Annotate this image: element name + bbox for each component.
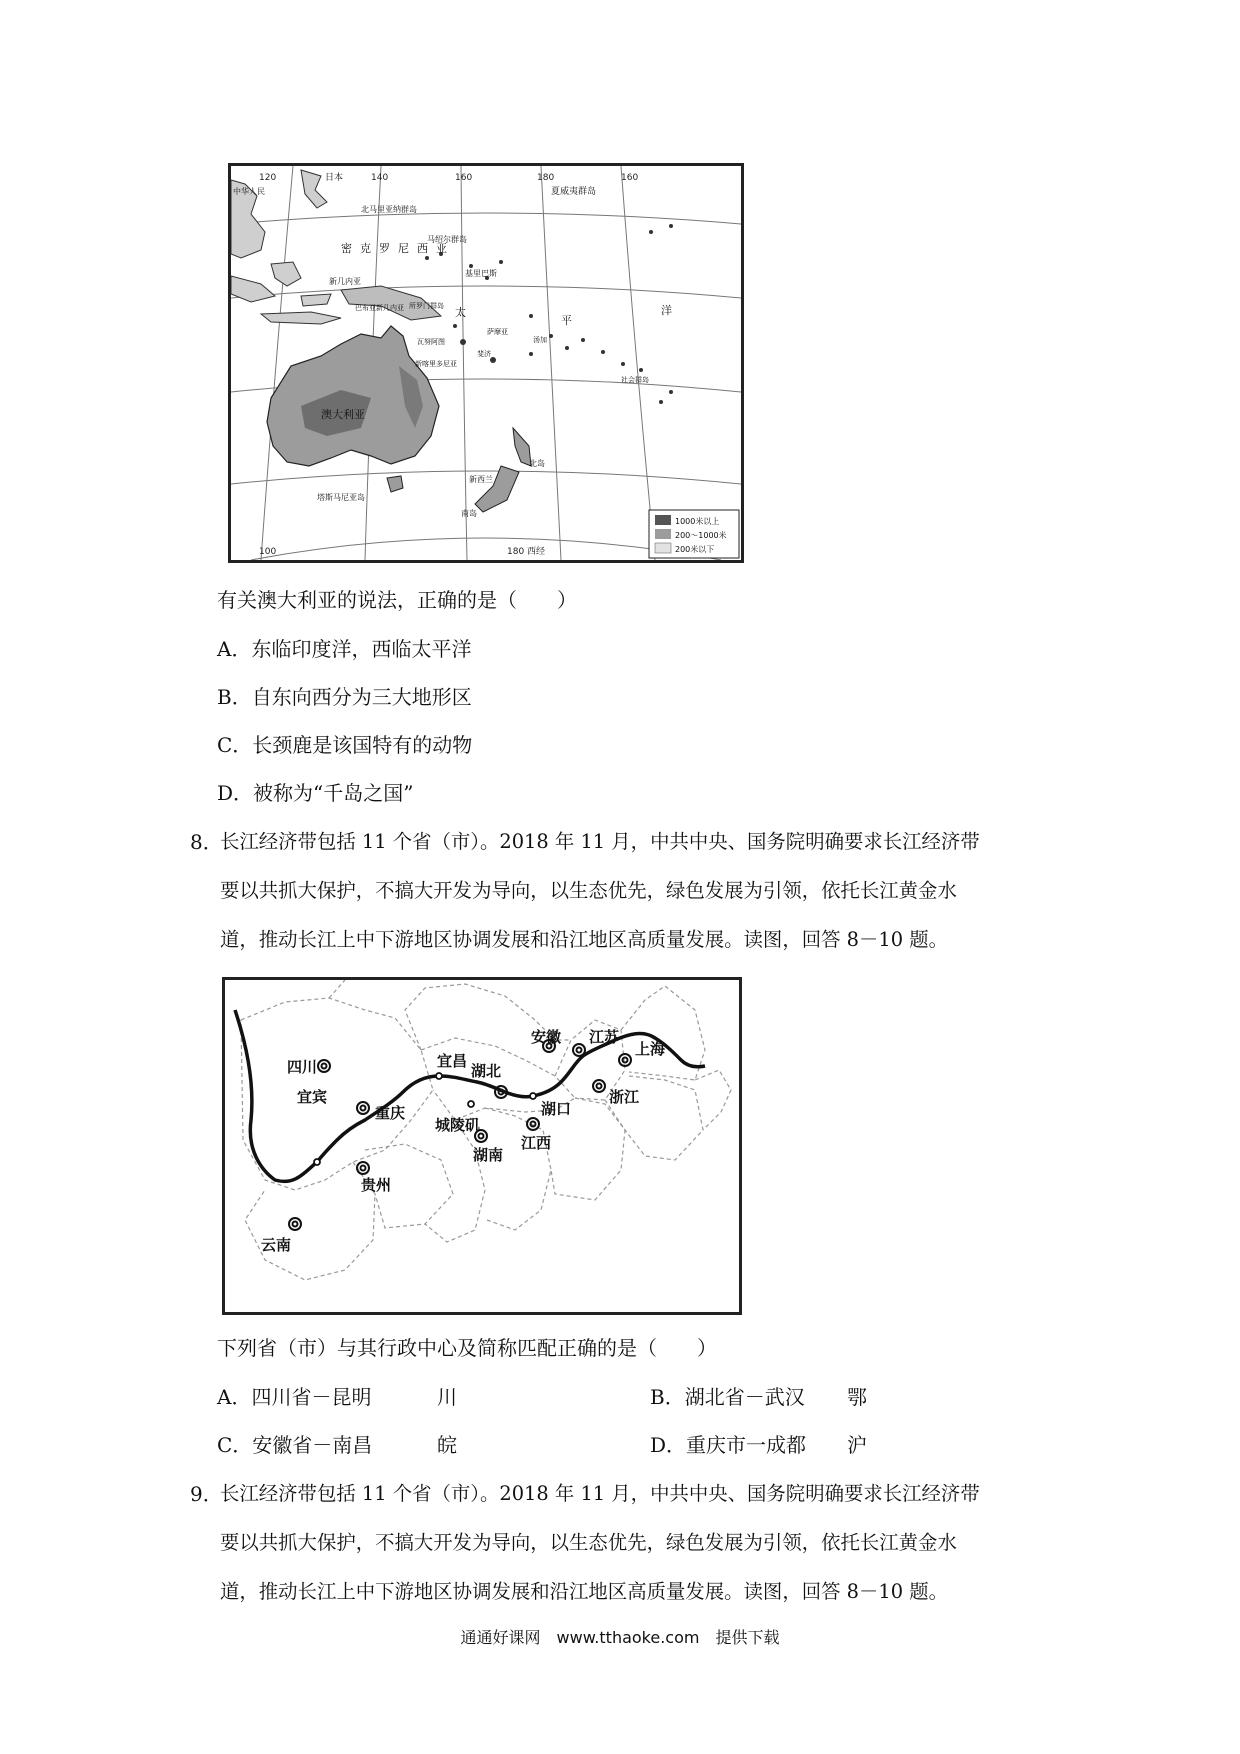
label-north-island: 北岛 [529, 459, 545, 468]
q8-line-2: 要以共抓大保护，不搞大开发为导向，以生态优先，绿色发展为引领，依托长江黄金水 [220, 879, 957, 902]
lon-label-120: 120 [259, 173, 277, 183]
map2-label-hunan: 湖南 [473, 1146, 504, 1164]
map2-label-chenglingji: 城陵矶 [435, 1116, 481, 1134]
lon-label-140: 140 [371, 173, 389, 183]
legend-mid: 200～1000米 [675, 531, 727, 540]
map2-label-guizhou: 贵州 [361, 1176, 392, 1194]
label-samoa: 萨摩亚 [487, 328, 508, 336]
label-north-mariana: 北马里亚纳群岛 [361, 205, 417, 214]
q8-option-b-abbr: 鄂 [847, 1385, 867, 1409]
label-png: 巴布亚新几内亚 [355, 304, 404, 312]
q8-option-c: C．安徽省－南昌 [217, 1433, 373, 1457]
map2-label-shanghai: 上海 [635, 1040, 666, 1058]
q7-option-b: B．自东向西分为三大地形区 [217, 685, 472, 709]
q8-option-d-abbr: 沪 [847, 1433, 867, 1457]
q8-option-c-abbr: 皖 [437, 1433, 457, 1457]
map2-label-sichuan: 四川 [287, 1058, 318, 1076]
q7-question: 有关澳大利亚的说法，正确的是（ ） [217, 588, 577, 612]
lon-label-160: 160 [455, 173, 473, 183]
q7-option-c: C．长颈鹿是该国特有的动物 [217, 733, 473, 757]
label-pacific-yang: 洋 [661, 304, 672, 317]
map2-label-jiangsu: 江苏 [589, 1028, 620, 1046]
yangtze-map [222, 977, 742, 1315]
label-south-island: 南岛 [461, 509, 477, 518]
map2-label-hukou: 湖口 [541, 1100, 572, 1118]
label-china: 中华人民 [233, 187, 265, 196]
map2-label-yunnan: 云南 [261, 1236, 292, 1254]
page-footer: 通通好课网 www.tthaoke.com 提供下载 [460, 1628, 780, 1647]
legend-high: 1000米以上 [675, 517, 720, 526]
label-pacific-tai: 太 [455, 306, 466, 319]
label-japan: 日本 [325, 173, 344, 183]
lon-label-100: 100 [259, 547, 277, 557]
label-tahiti: 社会群岛 [621, 376, 649, 384]
map-legend [649, 510, 739, 558]
label-vanuatu: 瓦努阿图 [417, 338, 445, 346]
q9-number: 9． [190, 1482, 223, 1506]
q8-option-d: D．重庆市一成都 [650, 1433, 807, 1457]
q9-line-1: 长江经济带包括 11 个省（市）。2018 年 11 月，中共中央、国务院明确要求长江经济带 [220, 1482, 980, 1505]
label-marshall: 马绍尔群岛 [427, 235, 467, 244]
label-new-zealand: 新西兰 [469, 475, 493, 484]
label-micronesia: 密克罗尼西亚 [341, 242, 455, 255]
map2-label-zhejiang: 浙江 [609, 1088, 640, 1106]
label-pacific-ping: 平 [561, 314, 572, 327]
lon-label-180w: 180 西经 [507, 547, 546, 557]
label-new-guinea: 新几内亚 [329, 277, 361, 286]
map2-label-anhui: 安徽 [531, 1028, 562, 1046]
q9-line-2: 要以共抓大保护，不搞大开发为导向，以生态优先，绿色发展为引领，依托长江黄金水 [220, 1531, 957, 1554]
map2-label-yichang: 宜昌 [437, 1052, 468, 1070]
map2-label-hubei: 湖北 [471, 1062, 502, 1080]
lon-label-180: 180 [537, 173, 555, 183]
q8-line-3: 道，推动长江上中下游地区协调发展和沿江地区高质量发展。读图，回答 8－10 题。 [220, 928, 949, 951]
label-hawaii: 夏威夷群岛 [551, 187, 597, 197]
q8-number: 8． [190, 830, 223, 854]
oceania-map [228, 163, 744, 563]
label-tonga: 汤加 [533, 336, 547, 344]
label-solomon: 所罗门群岛 [409, 302, 444, 310]
q9-line-3: 道，推动长江上中下游地区协调发展和沿江地区高质量发展。读图，回答 8－10 题。 [220, 1580, 949, 1603]
map2-label-jiangxi: 江西 [521, 1134, 552, 1152]
label-tasman: 塔斯马尼亚岛 [317, 493, 365, 502]
q8-question: 下列省（市）与其行政中心及简称匹配正确的是（ ） [217, 1336, 717, 1360]
q7-option-d: D．被称为“千岛之国” [217, 781, 414, 805]
q8-option-b: B．湖北省－武汉 [650, 1385, 805, 1409]
label-australia: 澳大利亚 [321, 408, 365, 421]
label-kiribati: 基里巴斯 [465, 269, 497, 278]
lon-label-160w: 160 [621, 173, 639, 183]
q8-line-1: 长江经济带包括 11 个省（市）。2018 年 11 月，中共中央、国务院明确要求长江经济带 [220, 830, 980, 853]
map2-label-yibin: 宜宾 [297, 1088, 328, 1106]
map2-label-chongqing: 重庆 [375, 1104, 406, 1122]
q7-option-a: A．东临印度洋，西临太平洋 [217, 637, 472, 661]
q8-option-a: A．四川省－昆明 [217, 1385, 372, 1409]
label-new-caledonia: 新喀里多尼亚 [415, 360, 457, 368]
label-fiji: 斐济 [477, 350, 491, 358]
q8-option-a-abbr: 川 [437, 1385, 457, 1409]
legend-low: 200米以下 [675, 545, 715, 554]
